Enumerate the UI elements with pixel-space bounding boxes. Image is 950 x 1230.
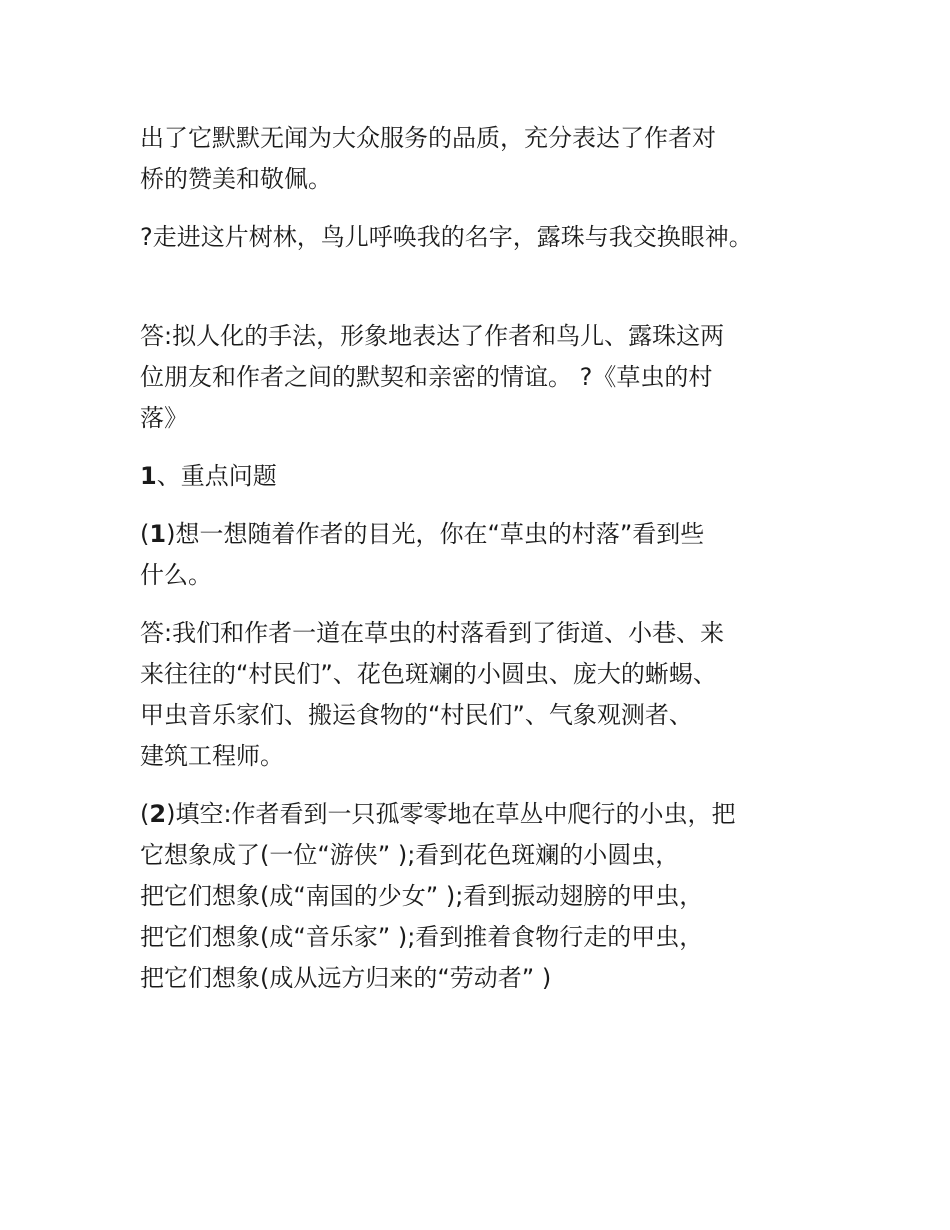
question-paren: ( <box>140 520 150 548</box>
text-line: 把它们想象(成“南国的少女” );看到振动翅膀的甲虫， <box>140 882 704 910</box>
text-line: 答:我们和作者一道在草虫的村落看到了街道、小巷、来 <box>140 619 725 647</box>
text-line: 来往往的“村民们”、花色斑斓的小圆虫、庞大的蜥蜴、 <box>140 660 717 688</box>
section-heading-key-questions <box>140 456 820 497</box>
document-page <box>140 118 820 999</box>
question-text: )想一想随着作者的目光，你在“草虫的村落”看到些 <box>166 520 705 548</box>
text-line: 位朋友和作者之间的默契和亲密的情谊。 ?《草虫的村 <box>140 363 713 391</box>
text-line: 桥的赞美和敬佩。 <box>140 165 332 193</box>
question-number: 1 <box>149 520 167 548</box>
question-number: 2 <box>149 800 167 828</box>
paragraph-bridge-conclusion <box>140 118 820 200</box>
question-paren: ( <box>140 800 150 828</box>
section-number: 1 <box>140 462 157 490</box>
answer-1 <box>140 613 820 777</box>
text-line: 把它们想象(成从远方归来的“劳动者” ) <box>140 964 552 992</box>
text-line: 建筑工程师。 <box>140 742 284 770</box>
question-2 <box>140 794 820 999</box>
text-line <box>140 514 820 555</box>
text-line: 把它们想象(成“音乐家” );看到推着食物行走的甲虫， <box>140 923 704 951</box>
text-line: 什么。 <box>140 561 212 589</box>
text-line: 出了它默默无闻为大众服务的品质，充分表达了作者对 <box>140 124 716 152</box>
paragraph-answer-personification <box>140 316 820 439</box>
text-line: ?走进这片树林，鸟儿呼唤我的名字，露珠与我交换眼神。 <box>140 223 753 251</box>
text-line: 答:拟人化的手法，形象地表达了作者和鸟儿、露珠这两 <box>140 322 725 350</box>
question-text: )填空:作者看到一只孤零零地在草丛中爬行的小虫，把 <box>166 800 736 828</box>
text-line <box>140 456 820 497</box>
question-1 <box>140 514 820 596</box>
text-line: 它想象成了(一位“游侠” );看到花色斑斓的小圆虫， <box>140 841 680 869</box>
text-line: 甲虫音乐家们、搬运食物的“村民们”、气象观测者、 <box>140 701 693 729</box>
text-line <box>140 794 820 835</box>
text-line: 落》 <box>140 404 188 432</box>
paragraph-forest-quote <box>140 217 820 258</box>
section-heading-text: 、重点问题 <box>156 462 277 490</box>
